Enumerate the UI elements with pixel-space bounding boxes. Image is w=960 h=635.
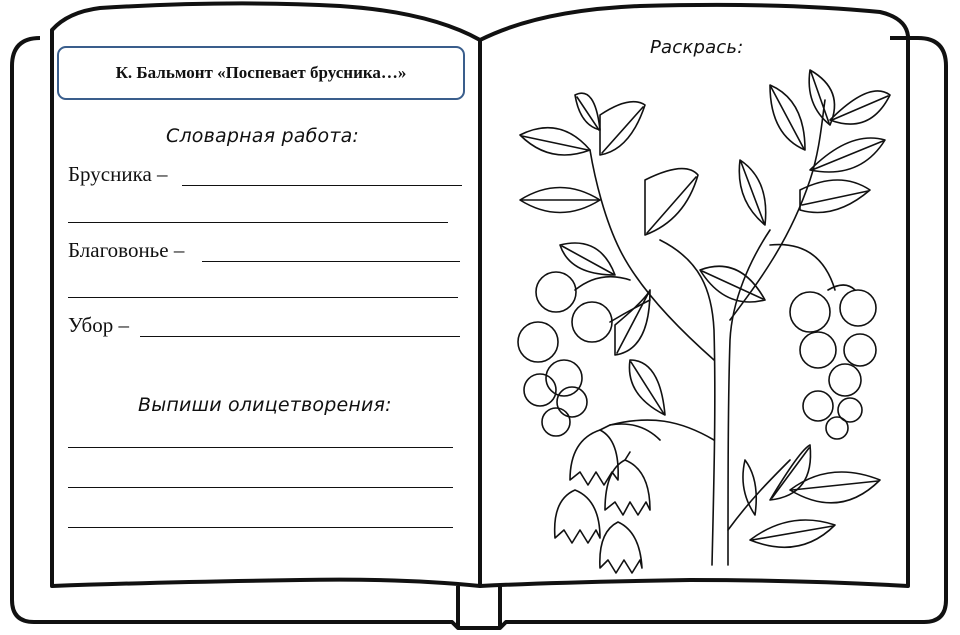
stem	[660, 240, 715, 565]
vocab-heading: Словарная работа:	[166, 125, 360, 147]
leaf	[743, 460, 756, 515]
worksheet-title: К. Бальмонт «Поспевает брусника…»	[115, 63, 407, 82]
berry-cluster-left	[518, 272, 650, 436]
coloring-heading: Раскрась:	[650, 37, 744, 58]
leaf	[520, 128, 590, 155]
stem	[728, 460, 790, 530]
answer-line[interactable]	[68, 447, 453, 448]
vocab-term-brusnika: Брусника –	[68, 162, 168, 186]
spine-tab	[458, 586, 500, 626]
answer-line[interactable]	[68, 222, 448, 223]
stem	[610, 420, 714, 440]
answer-line[interactable]	[68, 297, 458, 298]
answer-line[interactable]	[68, 487, 453, 488]
answer-line[interactable]	[68, 527, 453, 528]
answer-line[interactable]	[140, 336, 460, 337]
answer-line[interactable]	[202, 261, 460, 262]
bell-flowers	[555, 424, 660, 573]
vocab-term-ubor: Убор –	[68, 313, 129, 337]
leaf	[800, 180, 870, 213]
stem	[730, 100, 825, 320]
vocab-term-blagovonye: Благовонье –	[68, 238, 185, 262]
stem	[728, 230, 770, 565]
answer-line[interactable]	[182, 185, 462, 186]
leaf	[790, 472, 880, 503]
berry-cluster-right	[770, 245, 876, 439]
personification-heading: Выпиши олицетворения:	[138, 394, 392, 416]
lingonberry-plant-illustration[interactable]	[500, 60, 900, 580]
title-box	[57, 46, 465, 100]
